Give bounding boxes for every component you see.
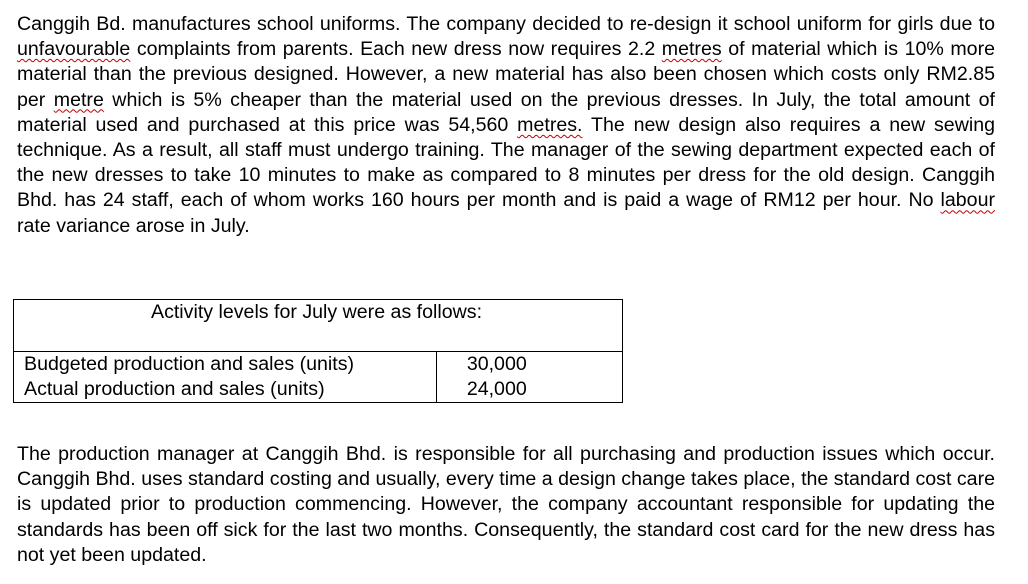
scenario-paragraph — [17, 12, 995, 239]
row-label-budgeted: Budgeted production and sales (units) — [24, 353, 355, 375]
row-label-actual: Actual production and sales (units) — [24, 378, 325, 400]
row-value-budgeted: 30,000 — [466, 353, 527, 375]
paragraph-text: Canggih Bd. manufactures school uniforms. The company decided to re-design it school uniform for girls due to — [17, 13, 995, 35]
paragraph-text: which is 5% cheaper than the material used on the previous dresses. In July, the total amount of material used and purchased at this price was 54,560 — [17, 88, 995, 136]
context-paragraph: The production manager at Canggih Bhd. is responsible for all purchasing and production issues which occur. Canggih Bhd. uses standard costing and usually, every time a design change takes place, the standard cost care is updated prior to production commencing. However, the company accountant responsible for updating the standards has been off sick for the last two months. Consequently, the standard cost card for the new dress has not yet been updated. — [17, 443, 995, 566]
row-value-actual: 24,000 — [466, 378, 527, 400]
spellcheck-word[interactable]: metres — [661, 38, 722, 61]
paragraph-text: The new design also requires a new sewing technique. As a result, all staff must undergo training. The manager of the sewing department expected each of the new dresses to take 10 minutes to make as compared to 8 minutes per dress for the old design. Canggih Bhd. has 24 staff, each of whom works 160 hours per month and is paid a wage of RM12 per hour. No — [17, 113, 995, 212]
spellcheck-word[interactable]: labour — [940, 189, 995, 212]
paragraph-text: of material which is 10% more material than the previous designed. However, a new material has also been chosen which costs only RM2.85 per — [17, 38, 995, 111]
paragraph-text: rate variance arose in July. — [17, 214, 250, 237]
table-header-row — [14, 300, 623, 352]
spellcheck-word[interactable]: unfavourable — [17, 38, 131, 61]
activity-levels-table — [13, 299, 623, 403]
table-row — [14, 352, 623, 403]
spellcheck-word[interactable]: metre — [53, 88, 104, 111]
spellcheck-word[interactable]: metres. — [517, 113, 583, 136]
table-heading: Activity levels for July were as follows: — [14, 300, 623, 352]
paragraph-text: complaints from parents. Each new dress now requires 2.2 — [130, 38, 662, 61]
